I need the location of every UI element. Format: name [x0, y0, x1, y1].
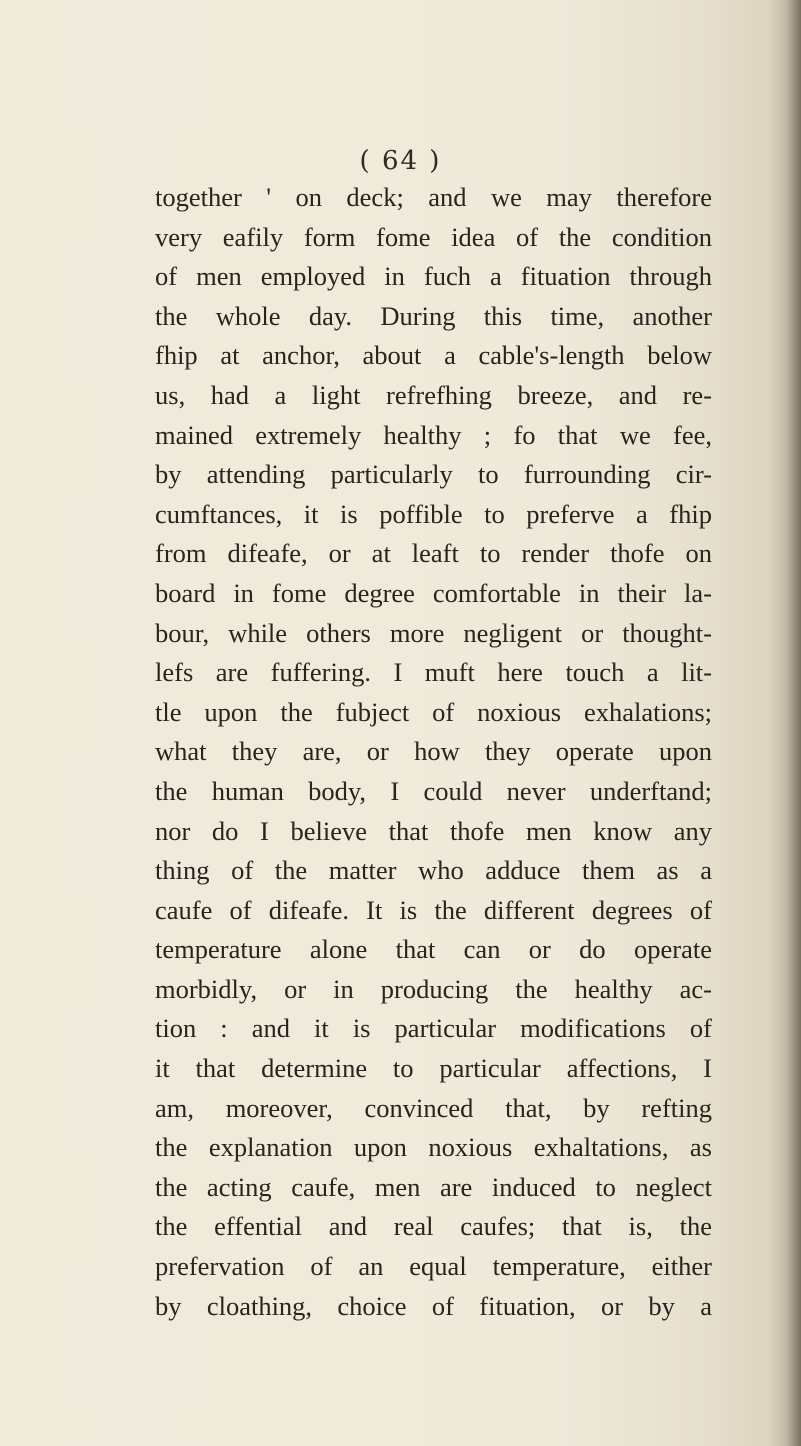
- text-line: tle upon the fubject of noxious exhalations;: [155, 696, 712, 727]
- text-line: very eafily form fome idea of the condition: [155, 221, 712, 252]
- text-line: lefs are fuffering. I muft here touch a lit-: [155, 657, 712, 688]
- text-line: the whole day. During this time, another: [155, 300, 712, 331]
- text-line: board in fome degree comfortable in their la-: [155, 577, 712, 608]
- text-line: the explanation upon noxious exhaltations, as: [155, 1132, 712, 1163]
- text-line: bour, while others more negligent or thought-: [155, 617, 712, 648]
- text-line: morbidly, or in producing the healthy ac-: [155, 973, 712, 1004]
- text-line: nor do I believe that thofe men know any: [155, 815, 712, 846]
- text-line: it that determine to particular affections, I: [155, 1053, 712, 1084]
- text-line: by cloathing, choice of fituation, or by a: [155, 1290, 712, 1321]
- text-line: by attending particularly to furrounding cir-: [155, 459, 712, 490]
- text-line: am, moreover, convinced that, by refting: [155, 1092, 712, 1123]
- text-line: the human body, I could never underftand;: [155, 775, 712, 806]
- text-line: mained extremely healthy ; fo that we fee,: [155, 419, 712, 450]
- text-line: tion : and it is particular modifications of: [155, 1013, 712, 1044]
- text-line: the effential and real caufes; that is, the: [155, 1211, 712, 1242]
- text-line: together ' on deck; and we may therefore: [155, 182, 712, 212]
- page-edge-shadow: [767, 0, 801, 1446]
- text-line: prefervation of an equal temperature, either: [155, 1251, 712, 1282]
- text-line: the acting caufe, men are induced to neglect: [155, 1171, 712, 1202]
- text-line: cumftances, it is poffible to preferve a fhip: [155, 498, 712, 529]
- text-line: caufe of difeafe. It is the different degrees of: [155, 894, 712, 925]
- text-line: what they are, or how they operate upon: [155, 736, 712, 767]
- text-line: temperature alone that can or do operate: [155, 934, 712, 965]
- text-line: thing of the matter who adduce them as a: [155, 855, 712, 886]
- text-line: fhip at anchor, about a cable's-length below: [155, 340, 712, 371]
- text-line: from difeafe, or at leaft to render thofe on: [155, 538, 712, 569]
- page-number: ( 64 ): [359, 146, 442, 176]
- body-text: [155, 178, 712, 1326]
- text-line: us, had a light refrefhing breeze, and re-: [155, 379, 712, 410]
- text-line: of men employed in fuch a fituation through: [155, 261, 712, 292]
